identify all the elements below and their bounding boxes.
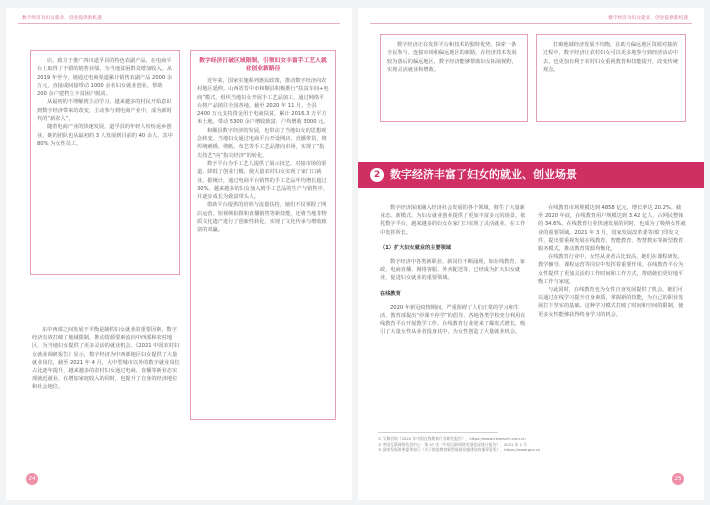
left-page — [6, 8, 352, 500]
case-paragraph: 近年来，国家实施系列惠民政策，推动数字经济向农村地区延伸。山西省晋中市和顺县积极推行“扶贫车间+电商”模式，组织当地妇女开展手工艺品加工，通过网络平台将产品销往全国各地。截至 2020 年 11 月，全县 2400 万元支持资金用于电商扶贫，累计 2016.3 万平方米土地，带动 5300 余户增收致富，户均增收 3000 元。 — [197, 78, 329, 126]
right-column-1 — [380, 204, 528, 426]
left-header-rule — [18, 23, 340, 24]
right-header-rule — [370, 23, 692, 24]
continued-box-right — [536, 34, 686, 122]
body-paragraph: 2020 年新冠疫情期间，严重阻碍了人们正常的学习和生活，教育部提出“停课不停学”的倡导，各地各类学校充分利用在线教育平台开展教学工作。在线教育行业迎来了爆发式增长，吸引了大量女性从业者投身其中，为女性创造了大量就业机会。 — [380, 304, 526, 336]
story-paragraph: 从最初的不理解到主动学习，越来越多的村民开始意识到数字经济带来的改变，主动参与到电商产业中，成为新时代的“新农人”。 — [37, 99, 172, 123]
section-banner — [358, 162, 704, 188]
body-paragraph: 数字经济中各类新职业、新岗位不断涌现，如在线教育、家政、电商直播、网络客服、外卖配送等，已经成为扩大妇女就业、促进妇女就业的重要领域。 — [380, 259, 525, 282]
case-paragraph: 数字平台为手工艺人提供了展示技艺、对接市场的渠道，降低了创业门槛，使大量农村妇女实现了家门口就业。据统计，通过电商平台销售的手工艺品年均增长超过 30%，越来越多的妇女加入到手工艺品的生产与销售中，并逐步成长为致富带头人。 — [197, 160, 328, 201]
case-study-title: 数字经济打破区域限制，引领妇女丰富手工艺人就业创业新路径 — [199, 58, 327, 72]
case-paragraph: 借助平台提供的培训与流量扶持，她们不仅掌握了网店运营、短视频拍摄和直播销售等新技能，还将当地非物质文化遗产进行了创新性转化，实现了文化传承与增收致富的双赢。 — [197, 202, 327, 234]
body-paragraph: 与此同时，在线教育也为女性自身发展提供了机会。她们可以通过在线学习提升自身素质，掌握新的技能，为自己的职业发展打下坚实的基础。这种学习模式打破了时间和空间的限制，使更多女性能够获得终身学习的机会。 — [538, 287, 684, 318]
subsection-heading: （1）扩大妇女就业的主要领域 — [380, 244, 452, 251]
body-paragraph: 东中西部之间发展不平衡是制约妇女就业的重要因素。数字经济有效打破了地域限制，推动资源要素流向中西部和农村地区，为当地妇女提供了更多灵活的就业机会。《2021 中国农村妇女就业调研报告》显示，数字经济为中西部地区妇女提供了大量就业岗位，截至 2021 年 4 月，大中型城市以外的数字就业岗位占比逐年提升，越来越多的农村妇女通过电商、直播等新业态实现就近就业，在增加家庭收入的同时，也提升了自身的经济地位和社会地位。 — [32, 327, 180, 391]
left-body-text — [32, 326, 180, 438]
continued-box-left — [380, 34, 528, 122]
body-paragraph: 在线教育市场规模达到 4858 亿元，增长率达 20.2%。截至 2020 年底，在线教育用户规模达到 3.42 亿人，占网民整体的 34.6%。在线教育行业快速发展的同时，也成为了吸纳女性就业的重要领域。2021 年 3 月，国家发展改革委等部门印发文件，提出要重视发展在线教育、智能教育、智慧教室等新型教育服务模式，推动教育资源均衡化。 — [538, 205, 686, 253]
case-study-box — [190, 50, 336, 420]
right-column-2 — [538, 204, 686, 426]
section-title: 数字经济丰富了妇女的就业、创业场景 — [390, 168, 577, 181]
right-running-head: 数字经济为妇女就业、创业提供新机遇 — [608, 16, 688, 21]
box-paragraph: 打破地域经济发展不均衡，在助力偏远地区资源对接的过程中，数字经济让农村妇女可以更多地参与到经济活动中去，也更加有利于农村妇女重视教育和技能提升，改变传统观念。 — [543, 42, 678, 73]
story-paragraph: 随着电商产业的快速发展，道孚县的年轻人纷纷返乡创业，她的团队也从最初的 3 人发展到目前的 40 余人，其中 80% 为女性员工。 — [37, 124, 173, 147]
left-page-number: 24 — [26, 473, 38, 485]
footnote: ② 中国互联网络信息中心：第 47 次《中国互联网络发展状况统计报告》，2021 年 2 月 — [378, 441, 528, 447]
body-paragraph: 在线教育行业中，女性从业者占比较高，她们在课程研发、教学辅导、课程运营等岗位中发挥着重要作用。在线教育平台为女性提供了更加灵活的工作时间和工作方式，帮助她们更好地平衡工作与家庭。 — [538, 254, 684, 285]
footnote: ③ 国家发展改革委等部门《关于推进教育新型基础设施建设的指导意见》，https://www.gov.cn — [378, 447, 541, 453]
case-paragraph: 和顺县数字经济的发展，也带动了当地妇女的思想观念转变。当地妇女通过电商平台开设网店、直播带货，将传统刺绣、剪纸、布艺等手工艺品推向市场，实现了“指尖技艺”向“指尖经济”的转化。 — [197, 127, 327, 159]
footnotes — [378, 436, 688, 453]
footnote: ① 艾瑞咨询《2020 年中国在线教育行业研究报告》，https://www.iresearch.com.cn — [378, 436, 526, 441]
right-page-number: 25 — [672, 473, 684, 485]
right-page — [358, 8, 704, 500]
story-box-continued — [30, 50, 180, 275]
body-paragraph: 数字经济深度融入经济社会发展的各个领域，催生了大量新业态、新模式，为妇女就业创业提供了更加丰富多元的场景。依托数字平台，越来越多的妇女在家门口实现了灵活就业，在工作中发挥所长。 — [380, 205, 526, 236]
left-running-head: 数字经济为妇女就业、创业提供新机遇 — [22, 16, 102, 21]
footnote-rule — [378, 432, 498, 433]
section-number: 2 — [370, 168, 384, 182]
subsection-heading-online-education: 在线教育 — [380, 290, 401, 297]
story-paragraph: 店，致力于推广四川道孚县的特色农副产品，在电商平台上取得了不错的销售业绩，为当地贫困群众增加收入。从 2019 年至今，她通过电商渠道累计销售农副产品 2000 余万元，直接或间接带动 1000 余名妇女就业创业，帮助 200 余户建档立卡贫困户脱贫。 — [37, 58, 173, 98]
box-paragraph: 数字经济正在发挥平台和技术的独特优势，探索一条全民参与、连接市场和偏远地区的新路。在经济技术发展较为落后的偏远地区，数字经济能够帮助妇女拓展视野，实现灵活就业和增收。 — [387, 42, 517, 73]
